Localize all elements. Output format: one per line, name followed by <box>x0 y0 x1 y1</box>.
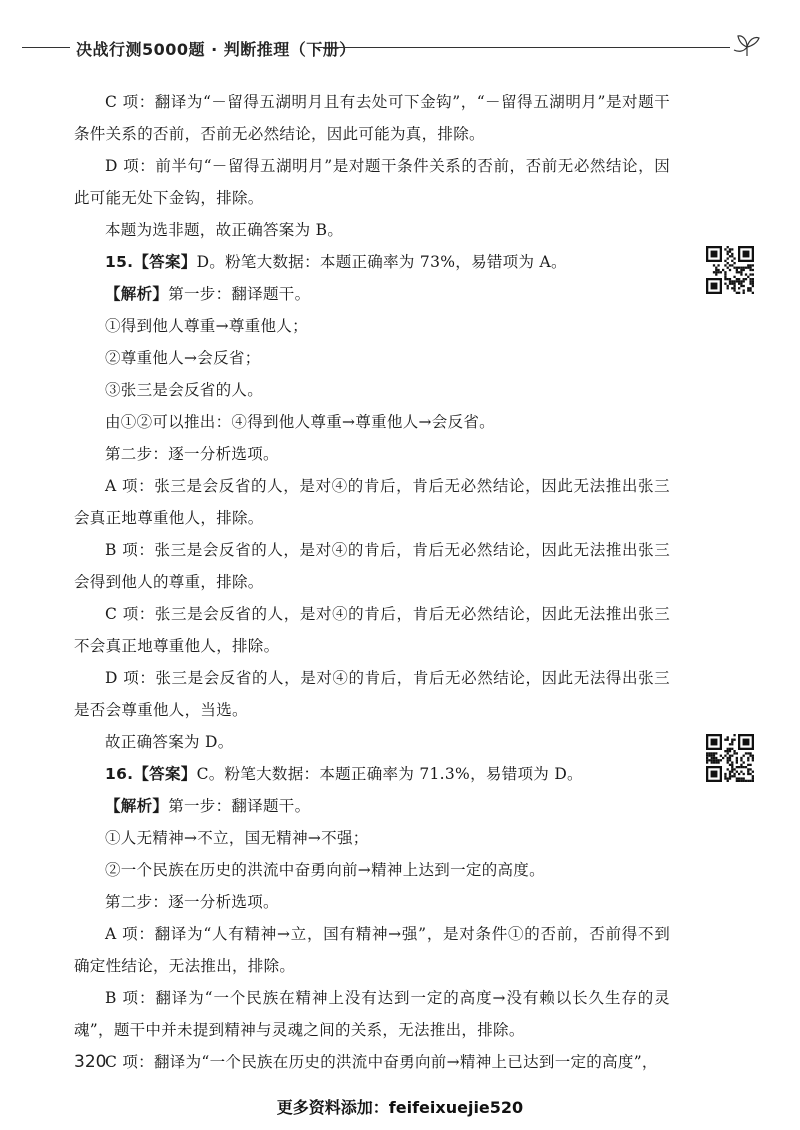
paragraph-text: D。粉笔大数据：本题正确率为 73%，易错项为 A。 <box>196 253 567 271</box>
paragraph-text: B 项：张三是会反省的人，是对④的肯后，肯后无必然结论，因此无法推出张三会得到他人的尊重，排除。 <box>74 541 670 591</box>
paragraph-text: 本题为选非题，故正确答案为 B。 <box>105 221 344 239</box>
paragraph <box>74 854 670 886</box>
paragraph <box>74 534 670 598</box>
paragraph-text: D 项：前半句“－留得五湖明月”是对题干条件关系的否前，否前无必然结论，因此可能无处下金钩，排除。 <box>74 157 670 207</box>
paragraph-label: 16.【答案】 <box>105 765 197 783</box>
paragraph <box>74 406 670 438</box>
paragraph-text: ③张三是会反省的人。 <box>105 381 264 399</box>
paragraph <box>74 598 670 662</box>
paragraph <box>74 310 670 342</box>
paragraph-label: 【解析】 <box>105 285 169 303</box>
paragraph-label: 15.【答案】 <box>105 253 197 271</box>
paragraph <box>74 86 670 150</box>
paragraph-text: 第一步：翻译题干。 <box>168 285 311 303</box>
header-rule-right <box>318 47 730 48</box>
paragraph-label: 【解析】 <box>105 797 169 815</box>
paragraph <box>74 886 670 918</box>
paragraph-text: C 项：张三是会反省的人，是对④的肯后，肯后无必然结论，因此无法推出张三不会真正地尊重他人，排除。 <box>74 605 670 655</box>
paragraph <box>74 150 670 214</box>
paragraph <box>74 214 670 246</box>
paragraph <box>74 278 670 310</box>
paragraph <box>74 1046 670 1078</box>
paragraph <box>74 822 670 854</box>
header-rule-left <box>22 47 70 48</box>
paragraph-text: 第二步：逐一分析选项。 <box>105 445 279 463</box>
paragraph-text: ①人无精神→不立，国无精神→不强； <box>105 829 369 847</box>
paragraph-text: 由①②可以推出：④得到他人尊重→尊重他人→会反省。 <box>105 413 495 431</box>
paragraph <box>74 726 670 758</box>
paragraph-text: ②一个民族在历史的洪流中奋勇向前→精神上达到一定的高度。 <box>105 861 545 879</box>
paragraph <box>74 470 670 534</box>
answer-explanations <box>74 86 670 1078</box>
paragraph <box>74 662 670 726</box>
paragraph <box>74 374 670 406</box>
paragraph-text: C。粉笔大数据：本题正确率为 71.3%，易错项为 D。 <box>196 765 583 783</box>
book-title: 决战行测5000题 · 判断推理（下册） <box>76 40 356 59</box>
qr-code-icon <box>706 734 754 782</box>
paragraph-text: A 项：翻译为“人有精神→立，国有精神→强”，是对条件①的否前，否前得不到确定性结论，无法推出，排除。 <box>74 925 670 975</box>
paragraph <box>74 342 670 374</box>
paragraph <box>74 246 670 278</box>
paragraph-text: 故正确答案为 D。 <box>105 733 234 751</box>
sprout-icon <box>730 30 764 60</box>
paragraph-text: ①得到他人尊重→尊重他人； <box>105 317 308 335</box>
paragraph-text: 第二步：逐一分析选项。 <box>105 893 279 911</box>
paragraph-text: 第一步：翻译题干。 <box>168 797 311 815</box>
paragraph-text: D 项：张三是会反省的人，是对④的肯后，肯后无必然结论，因此无法得出张三是否会尊重他人，当选。 <box>74 669 670 719</box>
footer-note: 更多资料添加：feifeixuejie520 <box>276 1098 524 1117</box>
paragraph-text: C 项：翻译为“一个民族在历史的洪流中奋勇向前→精神上已达到一定的高度”， <box>105 1053 658 1071</box>
paragraph <box>74 918 670 982</box>
paragraph <box>74 758 670 790</box>
paragraph <box>74 790 670 822</box>
paragraph-text: C 项：翻译为“－留得五湖明月且有去处可下金钩”，“－留得五湖明月”是对题干条件关系的否前，否前无必然结论，因此可能为真，排除。 <box>74 93 670 143</box>
running-header <box>0 28 800 68</box>
page-number: 320 <box>74 1052 107 1072</box>
paragraph <box>74 438 670 470</box>
qr-code-icon <box>706 246 754 294</box>
paragraph-text: B 项：翻译为“一个民族在精神上没有达到一定的高度→没有赖以长久生存的灵魂”，题干中并未提到精神与灵魂之间的关系，无法推出，排除。 <box>74 989 670 1039</box>
paragraph <box>74 982 670 1046</box>
paragraph-text: ②尊重他人→会反省； <box>105 349 261 367</box>
paragraph-text: A 项：张三是会反省的人，是对④的肯后，肯后无必然结论，因此无法推出张三会真正地尊重他人，排除。 <box>74 477 670 527</box>
